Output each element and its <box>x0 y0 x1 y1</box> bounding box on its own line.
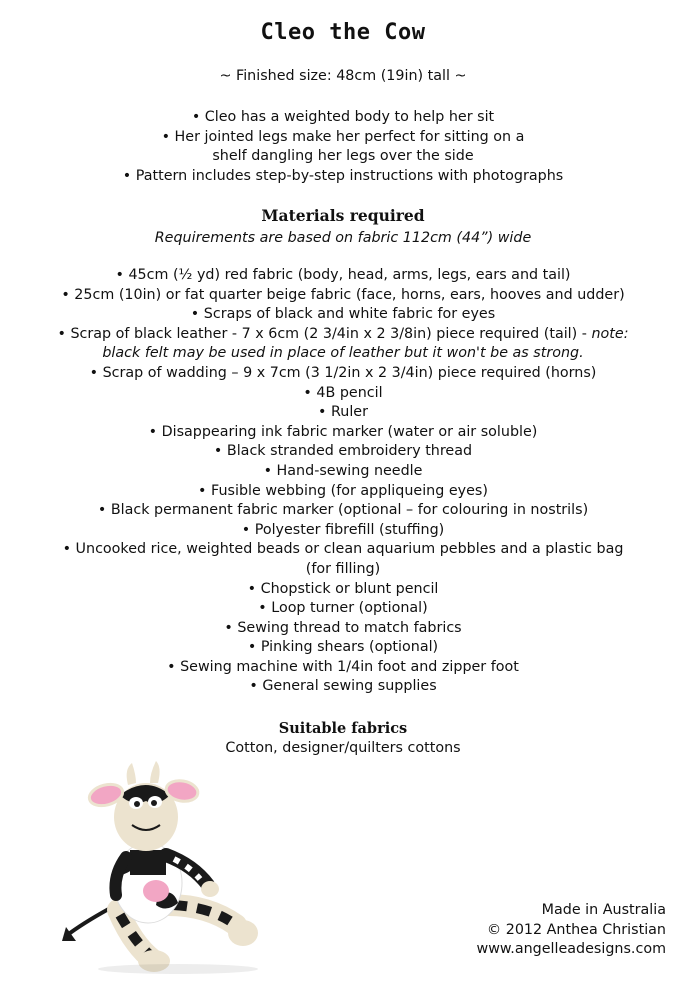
material-item: • Polyester fibrefill (stuffing) <box>241 521 445 538</box>
material-item: • 4B pencil <box>303 384 383 401</box>
material-item: • Scraps of black and white fabric for eyes <box>190 306 496 323</box>
page-title: Cleo the Cow <box>260 20 426 45</box>
fabrics-text: Cotton, designer/quilters cottons <box>225 740 461 756</box>
material-item: • Black stranded embroidery thread <box>213 443 473 460</box>
cow-toy-illustration <box>58 755 276 975</box>
material-item: • 45cm (½ yd) red fabric (body, head, arms, legs, ears and tail) <box>115 267 571 283</box>
material-item: • Disappearing ink fabric marker (water or air soluble) <box>148 423 538 440</box>
material-item: • Loop turner (optional) <box>258 600 428 617</box>
material-text: • Uncooked rice, weighted beads or clean aquarium pebbles and a plastic bag <box>62 541 624 558</box>
material-item: • Black permanent fabric marker (optional – for colouring in nostrils) <box>97 502 589 519</box>
material-note: note: <box>591 325 629 342</box>
feature-item: • Her jointed legs make her perfect for sitting on a <box>161 128 525 145</box>
material-note: black felt may be used in place of leather but it won't be as strong. <box>102 345 584 362</box>
feature-item: shelf dangling her legs over the side <box>212 148 474 165</box>
material-item: • Scrap of wadding – 9 x 7cm (3 1/2in x 2 3/4in) piece required (horns) <box>89 364 597 381</box>
website-link[interactable]: www.angelleadesigns.com <box>476 941 666 958</box>
material-item: • Ruler <box>318 404 368 421</box>
materials-heading: Materials required <box>261 206 425 225</box>
material-text: (for filling) <box>305 560 381 577</box>
materials-list <box>0 266 686 697</box>
fabrics-heading: Suitable fabrics <box>278 720 408 737</box>
copyright-label: © 2012 Anthea Christian <box>486 921 666 938</box>
finished-size: ~ Finished size: 48cm (19in) tall ~ <box>219 68 467 84</box>
material-item <box>0 540 686 579</box>
material-text: • Scrap of black leather - 7 x 6cm (2 3/4in x 2 3/8in) piece required (tail) - <box>57 325 587 342</box>
material-item: • Sewing thread to match fabrics <box>224 619 462 636</box>
material-item: • Chopstick or blunt pencil <box>247 580 439 597</box>
material-item: • Hand-sewing needle <box>263 462 423 479</box>
footer-credits <box>477 901 666 960</box>
feature-item: • Pattern includes step-by-step instructions with photographs <box>122 167 564 184</box>
feature-item: • Cleo has a weighted body to help her sit <box>191 109 495 125</box>
feature-list <box>0 108 686 186</box>
made-in-label: Made in Australia <box>541 902 666 918</box>
material-item: • Pinking shears (optional) <box>247 639 439 656</box>
material-item: • General sewing supplies <box>249 678 437 695</box>
material-item: • 25cm (10in) or fat quarter beige fabric (face, horns, ears, hooves and udder) <box>61 286 625 303</box>
material-item: • Sewing machine with 1/4in foot and zipper foot <box>167 658 519 675</box>
material-item <box>0 325 686 364</box>
material-item: • Fusible webbing (for appliqueing eyes) <box>198 482 488 499</box>
requirements-note: Requirements are based on fabric 112cm (44”) wide <box>154 230 532 246</box>
